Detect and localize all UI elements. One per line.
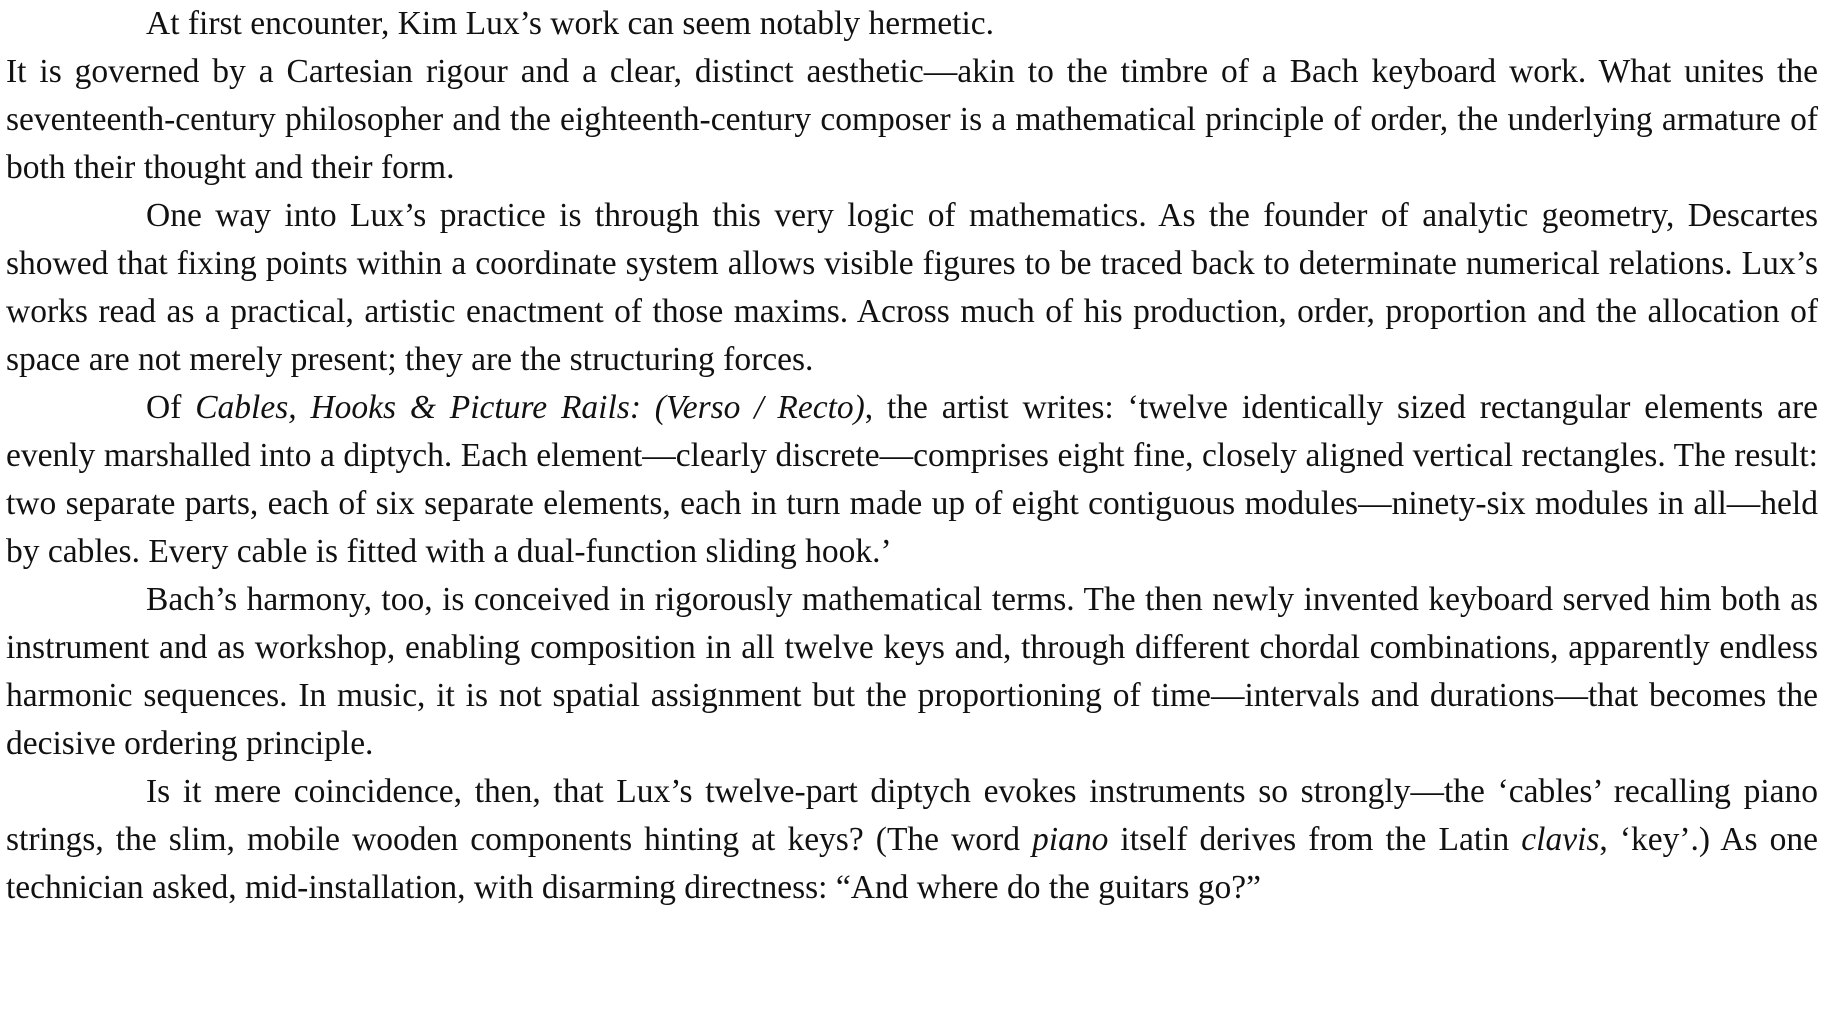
paragraph-3-after: , the artist writes: ‘twelve identically sized rectangular elements are evenly marshalled into a diptych. Each element—clearly discrete—comprises eight fine, closely aligned vertical rectangles. The result: two separate parts, each of six separate elements, each in turn made up of eight contiguous modules—ninety-six modules in all—held by cables. Every cable is fitted with a dual-function sliding hook.’ (6, 389, 1818, 570)
paragraph-1-opening-line (6, 0, 1818, 48)
term-piano: piano (1032, 821, 1109, 858)
paragraph-5-after: , ‘key’.) As one technician asked, mid-installation, with disarming directness: “And where do the guitars go?” (6, 821, 1818, 906)
term-clavis: clavis (1521, 821, 1600, 858)
paragraph-2 (6, 192, 1818, 384)
paragraph-5 (6, 768, 1818, 912)
paragraph-4-text: Bach’s harmony, too, is conceived in rigorously mathematical terms. The then newly invented keyboard served him both as instrument and as workshop, enabling composition in all twelve keys and, through different chordal combinations, apparently endless harmonic sequences. In music, it is not spatial assignment but the proportioning of time—intervals and durations—that becomes the decisive ordering principle. (6, 581, 1818, 762)
paragraph-1-text: It is governed by a Cartesian rigour and a clear, distinct aesthetic—akin to the timbre of a Bach keyboard work. What unites the seventeenth-century philosopher and the eighteenth-century composer is a mathematical principle of order, the underlying armature of both their thought and their form. (6, 53, 1818, 186)
paragraph-2-text: One way into Lux’s practice is through this very logic of mathematics. As the founder of analytic geometry, Descartes showed that fixing points within a coordinate system allows visible figures to be traced back to determinate numerical relations. Lux’s works read as a practical, artistic enactment of those maxims. Across much of his production, order, proportion and the allocation of space are not merely present; they are the structuring forces. (6, 197, 1818, 378)
paragraph-1 (6, 48, 1818, 192)
paragraph-4 (6, 576, 1818, 768)
paragraph-3 (6, 384, 1818, 576)
opening-sentence: At first encounter, Kim Lux’s work can seem notably hermetic. (146, 5, 995, 42)
paragraph-5-middle: itself derives from the Latin (1108, 821, 1522, 858)
paragraph-3-before: Of (146, 389, 196, 426)
document-body (6, 0, 1818, 912)
artwork-title: Cables, Hooks & Picture Rails: (Verso / Recto) (195, 389, 865, 426)
paragraph-5-before: Is it mere coincidence, then, that Lux’s twelve-part diptych evokes instruments so strongly—the ‘cables’ recalling piano strings, the slim, mobile wooden components hinting at keys? (The word (6, 773, 1818, 858)
